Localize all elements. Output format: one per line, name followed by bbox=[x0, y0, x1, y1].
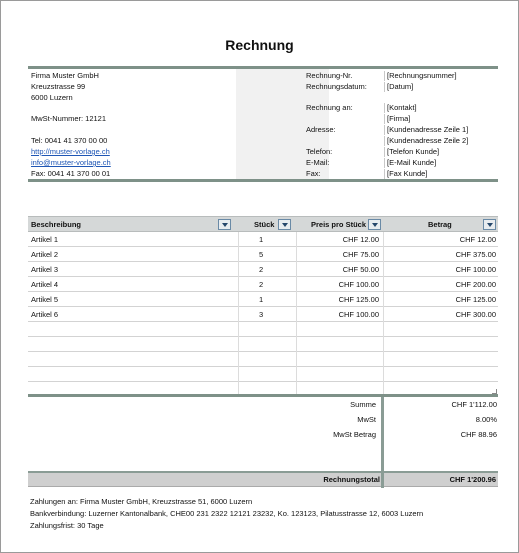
sum-label: Summe bbox=[350, 400, 376, 409]
label-phone: Telefon: bbox=[306, 147, 333, 156]
summary-divider bbox=[381, 397, 384, 472]
table-row[interactable] bbox=[28, 247, 498, 262]
cell-description: Artikel 3 bbox=[31, 265, 59, 274]
cell-unit-price: CHF 50.00 bbox=[342, 265, 379, 274]
cell-qty: 1 bbox=[259, 235, 264, 244]
footer-payment-to: Zahlungen an: Firma Muster GmbH, Kreuzstrasse 51, 6000 Luzern bbox=[30, 497, 253, 506]
sender-city: 6000 Luzern bbox=[31, 93, 73, 102]
header-block bbox=[28, 69, 498, 179]
table-bottom-rule bbox=[28, 394, 498, 397]
table-row[interactable] bbox=[28, 262, 498, 277]
label-date: Rechnungsdatum: bbox=[306, 82, 367, 91]
table-row[interactable] bbox=[28, 277, 498, 292]
table-row[interactable] bbox=[28, 292, 498, 307]
filter-description-dropdown[interactable] bbox=[218, 219, 231, 230]
header-description: Beschreibung bbox=[31, 220, 82, 229]
cell-qty: 5 bbox=[259, 250, 264, 259]
header-qty: Stück bbox=[254, 220, 275, 229]
cell-unit-price: CHF 125.00 bbox=[338, 295, 379, 304]
filter-unit-price-dropdown[interactable] bbox=[368, 219, 381, 230]
filter-qty-dropdown[interactable] bbox=[278, 219, 291, 230]
value-date[interactable]: [Datum] bbox=[384, 82, 413, 92]
sender-vat: MwSt-Nummer: 12121 bbox=[31, 114, 107, 123]
total-divider bbox=[381, 472, 384, 488]
value-email[interactable]: [E-Mail Kunde] bbox=[384, 158, 436, 168]
column-divider bbox=[238, 232, 239, 394]
sender-street: Kreuzstrasse 99 bbox=[31, 82, 86, 91]
label-number: Rechnung-Nr. bbox=[306, 71, 353, 80]
cell-unit-price: CHF 12.00 bbox=[342, 235, 379, 244]
footer-terms: Zahlungsfrist: 30 Tage bbox=[30, 521, 104, 530]
vat-label: MwSt bbox=[357, 415, 376, 424]
table-row-empty[interactable] bbox=[28, 322, 498, 337]
value-fax[interactable]: [Fax Kunde] bbox=[384, 169, 427, 179]
footer bbox=[30, 496, 423, 532]
total-label: Rechnungstotal bbox=[323, 475, 380, 484]
table-row-empty[interactable] bbox=[28, 352, 498, 367]
vat-amount-value: CHF 88.96 bbox=[460, 430, 497, 439]
cell-qty: 1 bbox=[259, 295, 264, 304]
value-phone[interactable]: [Telefon Kunde] bbox=[384, 147, 439, 157]
sum-value: CHF 1'112.00 bbox=[451, 400, 497, 409]
cell-amount: CHF 12.00 bbox=[459, 235, 496, 244]
cell-amount: CHF 125.00 bbox=[455, 295, 496, 304]
cell-amount: CHF 200.00 bbox=[455, 280, 496, 289]
table-row[interactable] bbox=[28, 307, 498, 322]
header-amount: Betrag bbox=[428, 220, 452, 229]
cell-qty: 3 bbox=[259, 310, 264, 319]
cell-amount: CHF 100.00 bbox=[455, 265, 496, 274]
vat-value: 8.00% bbox=[475, 415, 497, 424]
vat-amount-label: MwSt Betrag bbox=[333, 430, 376, 439]
label-fax: Fax: bbox=[306, 169, 321, 178]
sender-fax: Fax: 0041 41 370 00 01 bbox=[31, 169, 111, 178]
label-to: Rechnung an: bbox=[306, 103, 353, 112]
sender-email-link[interactable]: info@muster-vorlage.ch bbox=[31, 158, 111, 167]
value-address1[interactable]: [Kundenadresse Zeile 1] bbox=[384, 125, 468, 135]
cell-description: Artikel 6 bbox=[31, 310, 59, 319]
column-divider bbox=[383, 232, 384, 394]
value-number[interactable]: [Rechnungsnummer] bbox=[384, 71, 457, 81]
label-email: E-Mail: bbox=[306, 158, 330, 167]
table-row-empty[interactable] bbox=[28, 337, 498, 352]
header-unit-price: Preis pro Stück bbox=[311, 220, 367, 229]
header-bottom-rule bbox=[28, 179, 498, 182]
label-address: Adresse: bbox=[306, 125, 336, 134]
cell-qty: 2 bbox=[259, 265, 264, 274]
invoice-title: Rechnung bbox=[225, 37, 294, 53]
value-address2[interactable]: [Kundenadresse Zeile 2] bbox=[384, 136, 468, 146]
column-divider bbox=[296, 232, 297, 394]
cell-description: Artikel 1 bbox=[31, 235, 59, 244]
cell-qty: 2 bbox=[259, 280, 264, 289]
filter-amount-dropdown[interactable] bbox=[483, 219, 496, 230]
table-row[interactable] bbox=[28, 232, 498, 247]
sender-company: Firma Muster GmbH bbox=[31, 71, 99, 80]
sender-tel: Tel: 0041 41 370 00 00 bbox=[31, 136, 108, 145]
cell-description: Artikel 5 bbox=[31, 295, 59, 304]
cell-amount: CHF 375.00 bbox=[455, 250, 496, 259]
footer-bank: Bankverbindung: Luzerner Kantonalbank, CHE00 231 2322 12121 23232, Ko. 123123, Pilatusstrasse 12, 6003 Luzern bbox=[30, 509, 424, 518]
cell-unit-price: CHF 75.00 bbox=[342, 250, 379, 259]
value-company[interactable]: [Firma] bbox=[384, 114, 410, 124]
cell-description: Artikel 2 bbox=[31, 250, 59, 259]
value-contact[interactable]: [Kontakt] bbox=[384, 103, 417, 113]
cell-amount: CHF 300.00 bbox=[455, 310, 496, 319]
sender-web-link[interactable]: http://muster-vorlage.ch bbox=[31, 147, 110, 156]
total-bar bbox=[28, 471, 498, 487]
total-value: CHF 1'200.96 bbox=[449, 475, 496, 484]
table-row-empty[interactable] bbox=[28, 367, 498, 382]
cell-unit-price: CHF 100.00 bbox=[338, 310, 379, 319]
cell-unit-price: CHF 100.00 bbox=[338, 280, 379, 289]
cell-description: Artikel 4 bbox=[31, 280, 59, 289]
table-header bbox=[28, 216, 498, 232]
